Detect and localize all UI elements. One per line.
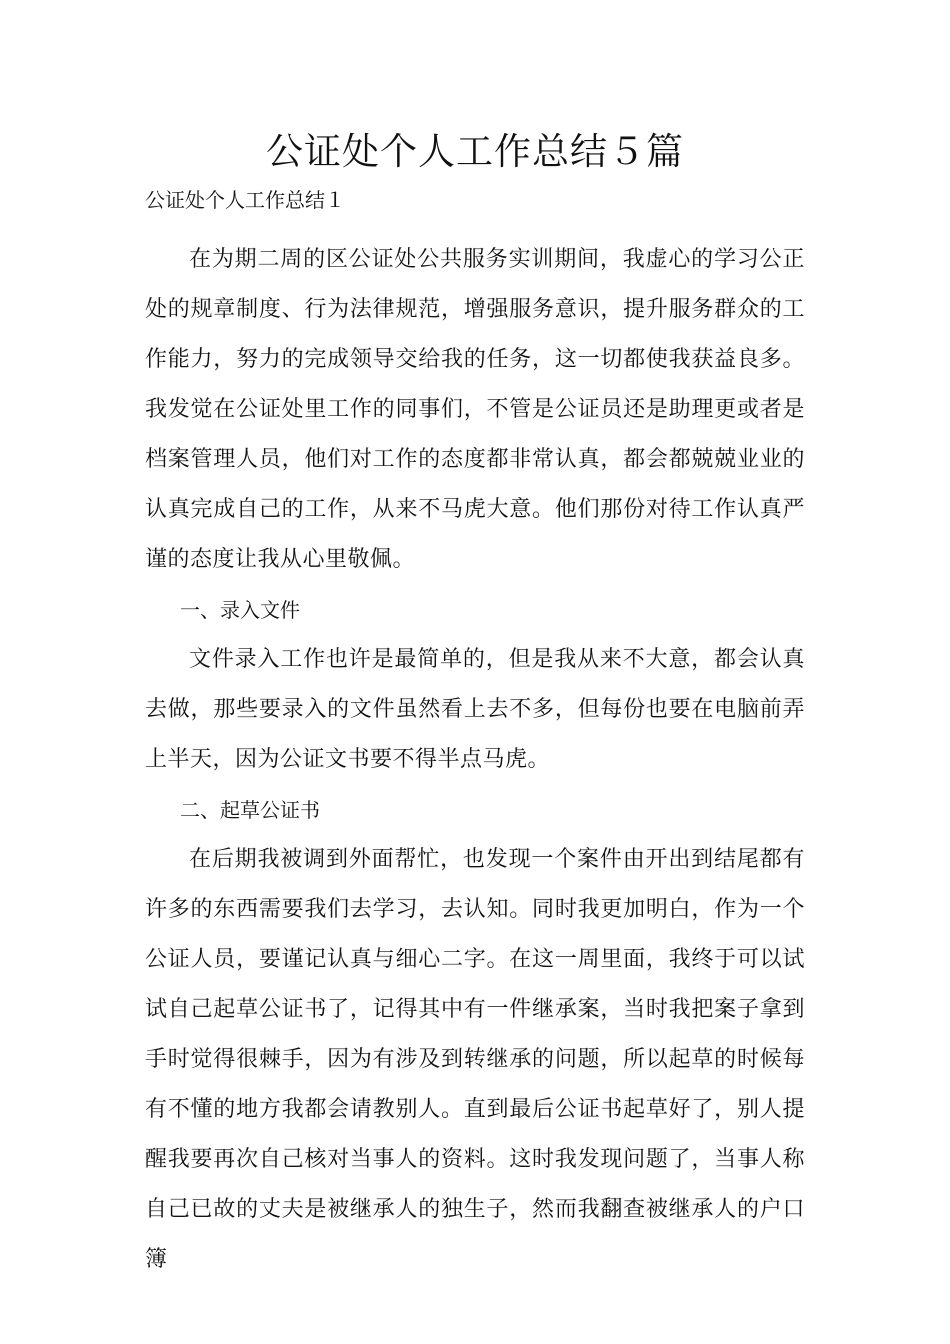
section-subtitle: 公证处个人工作总结１ <box>145 188 345 212</box>
paragraph-draft-notarial: 在后期我被调到外面帮忙，也发现一个案件由开出到结尾都有许多的东西需要我们去学习，去认知。同时我更加明白，作为一个公证人员，要谨记认真与细心二字。在这一周里面，我终于可以试试自己起草公证书了，记得其中有一件继承案，当时我把案子拿到手时觉得很棘手，因为有涉及到转继承的问题，所以起草的时候每有不懂的地方我都会请教别人。直到最后公证书起草好了，别人提醒我要再次自己核对当事人的资料。这时我发现问题了，当事人称自己已故的丈夫是被继承人的独生子，然而我翻查被继承人的户口簿 <box>145 847 805 1272</box>
heading-input-files: 一、录入文件 <box>180 598 300 622</box>
document-body <box>145 185 805 1285</box>
paragraph-input-files: 文件录入工作也许是最简单的，但是我从来不大意，都会认真去做，那些要录入的文件虽然看上去不多，但每份也要在电脑前弄上半天，因为公证文书要不得半点马虎。 <box>145 647 805 772</box>
document-title: 公证处个人工作总结５篇 <box>266 130 684 173</box>
paragraph-intro: 在为期二周的区公证处公共服务实训期间，我虚心的学习公正处的规章制度、行为法律规范，增强服务意识，提升服务群众的工作能力，努力的完成领导交给我的任务，这一切都使我获益良多。我发觉在公证处里工作的同事们，不管是公证员还是助理更或者是档案管理人员，他们对工作的态度都非常认真，都会都兢兢业业的认真完成自己的工作，从来不马虎大意。他们那份对待工作认真严谨的态度让我从心里敬佩。 <box>145 247 805 572</box>
heading-draft-notarial: 二、起草公证书 <box>180 798 320 822</box>
